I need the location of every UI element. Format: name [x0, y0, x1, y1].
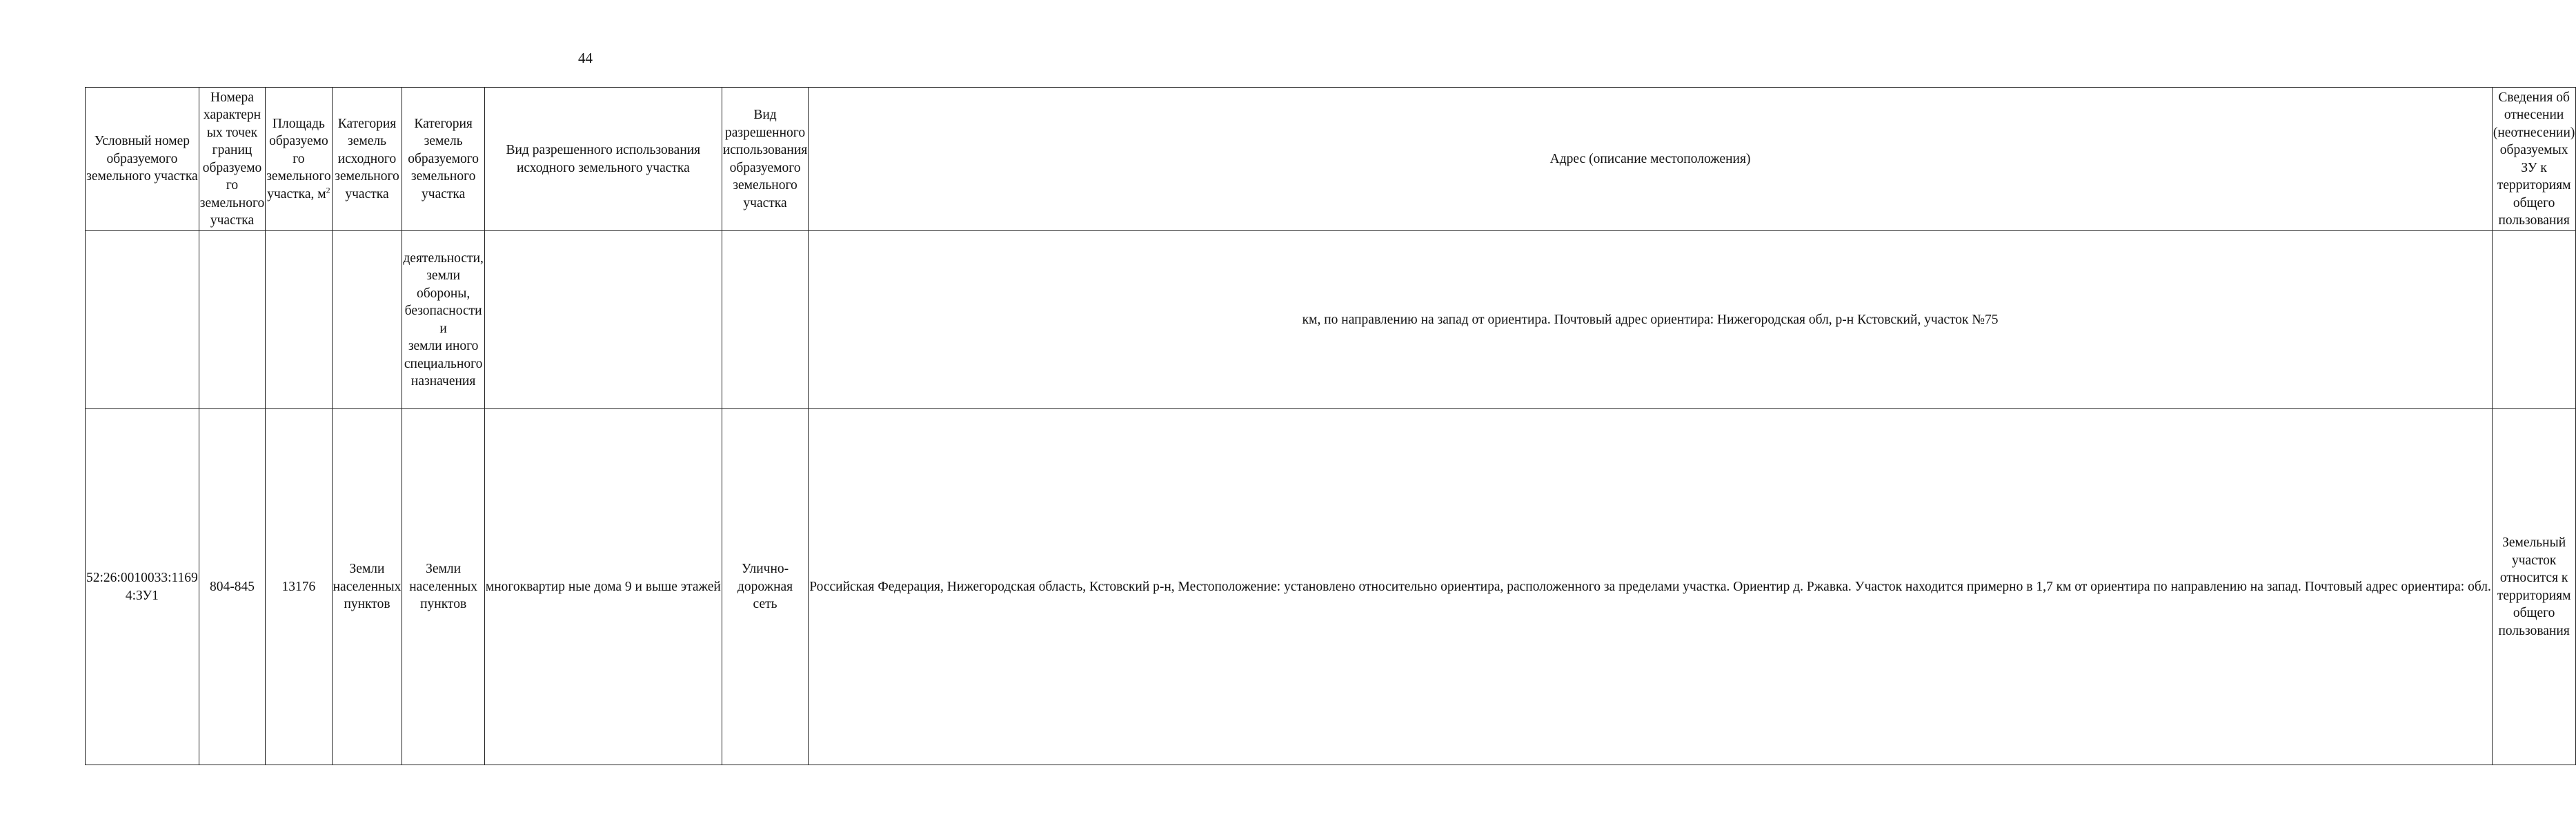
cell-new-land-category: Земли населенных пунктов [402, 409, 485, 765]
cell-public-use-info [2492, 231, 2576, 409]
header-new-permitted-use: Вид разрешенного использования образуемого земельного участка [722, 88, 808, 231]
header-area-label: Площадь образуемо го земельного участка, м [266, 116, 331, 201]
header-public-use-info: Сведения об отнесении (неотнесении) образуемых ЗУ к территориям общего пользования [2492, 88, 2576, 231]
header-area [266, 88, 332, 231]
cell-boundary-points: 804-845 [199, 409, 265, 765]
cell-new-permitted-use: Улично- дорожная сеть [722, 409, 808, 765]
page-number: 44 [578, 50, 593, 66]
cell-area: 13176 [266, 409, 332, 765]
header-source-permitted-use: Вид разрешенного использования исходного земельного участка [484, 88, 722, 231]
table-row [86, 409, 2576, 765]
cell-source-permitted-use [484, 231, 722, 409]
cell-source-permitted-use: многоквартир ные дома 9 и выше этажей [484, 409, 722, 765]
cell-boundary-points [199, 231, 265, 409]
land-plots-table [85, 87, 2576, 765]
cell-conditional-number: 52:26:0010033:1169 4:ЗУ1 [86, 409, 199, 765]
cell-address: км, по направлению на запад от ориентира. Почтовый адрес ориентира: Нижегородская обл, р-н Кстовский, участок №75 [809, 231, 2493, 409]
cell-address: Российская Федерация, Нижегородская область, Кстовский р-н, Местоположение: установлено относительно ориентира, расположенного за пределами участка. Ориентир д. Ржавка. Участок находится примерно в 1,7 км от ориентира по направлению на запад. Почтовый адрес ориентира: обл. [809, 409, 2493, 765]
cell-public-use-info: Земельный участок относится к территориям общего пользования [2492, 409, 2576, 765]
cell-new-permitted-use [722, 231, 808, 409]
header-source-land-category: Категория земель исходного земельного участка [332, 88, 402, 231]
cell-new-land-category: деятельности, земли обороны, безопасности и земли иного специального назначения [402, 231, 485, 409]
header-new-land-category: Категория земель образуемого земельного участка [402, 88, 485, 231]
cell-conditional-number [86, 231, 199, 409]
cell-source-land-category [332, 231, 402, 409]
cell-area [266, 231, 332, 409]
header-address: Адрес (описание местоположения) [809, 88, 2493, 231]
table-row [86, 231, 2576, 409]
header-area-unit-sup: 2 [326, 185, 330, 195]
header-conditional-number: Условный номер образуемого земельного участка [86, 88, 199, 231]
header-row [86, 88, 2576, 231]
cell-source-land-category: Земли населенных пунктов [332, 409, 402, 765]
header-boundary-points: Номера характерн ых точек границ образуемо го земельного участка [199, 88, 265, 231]
